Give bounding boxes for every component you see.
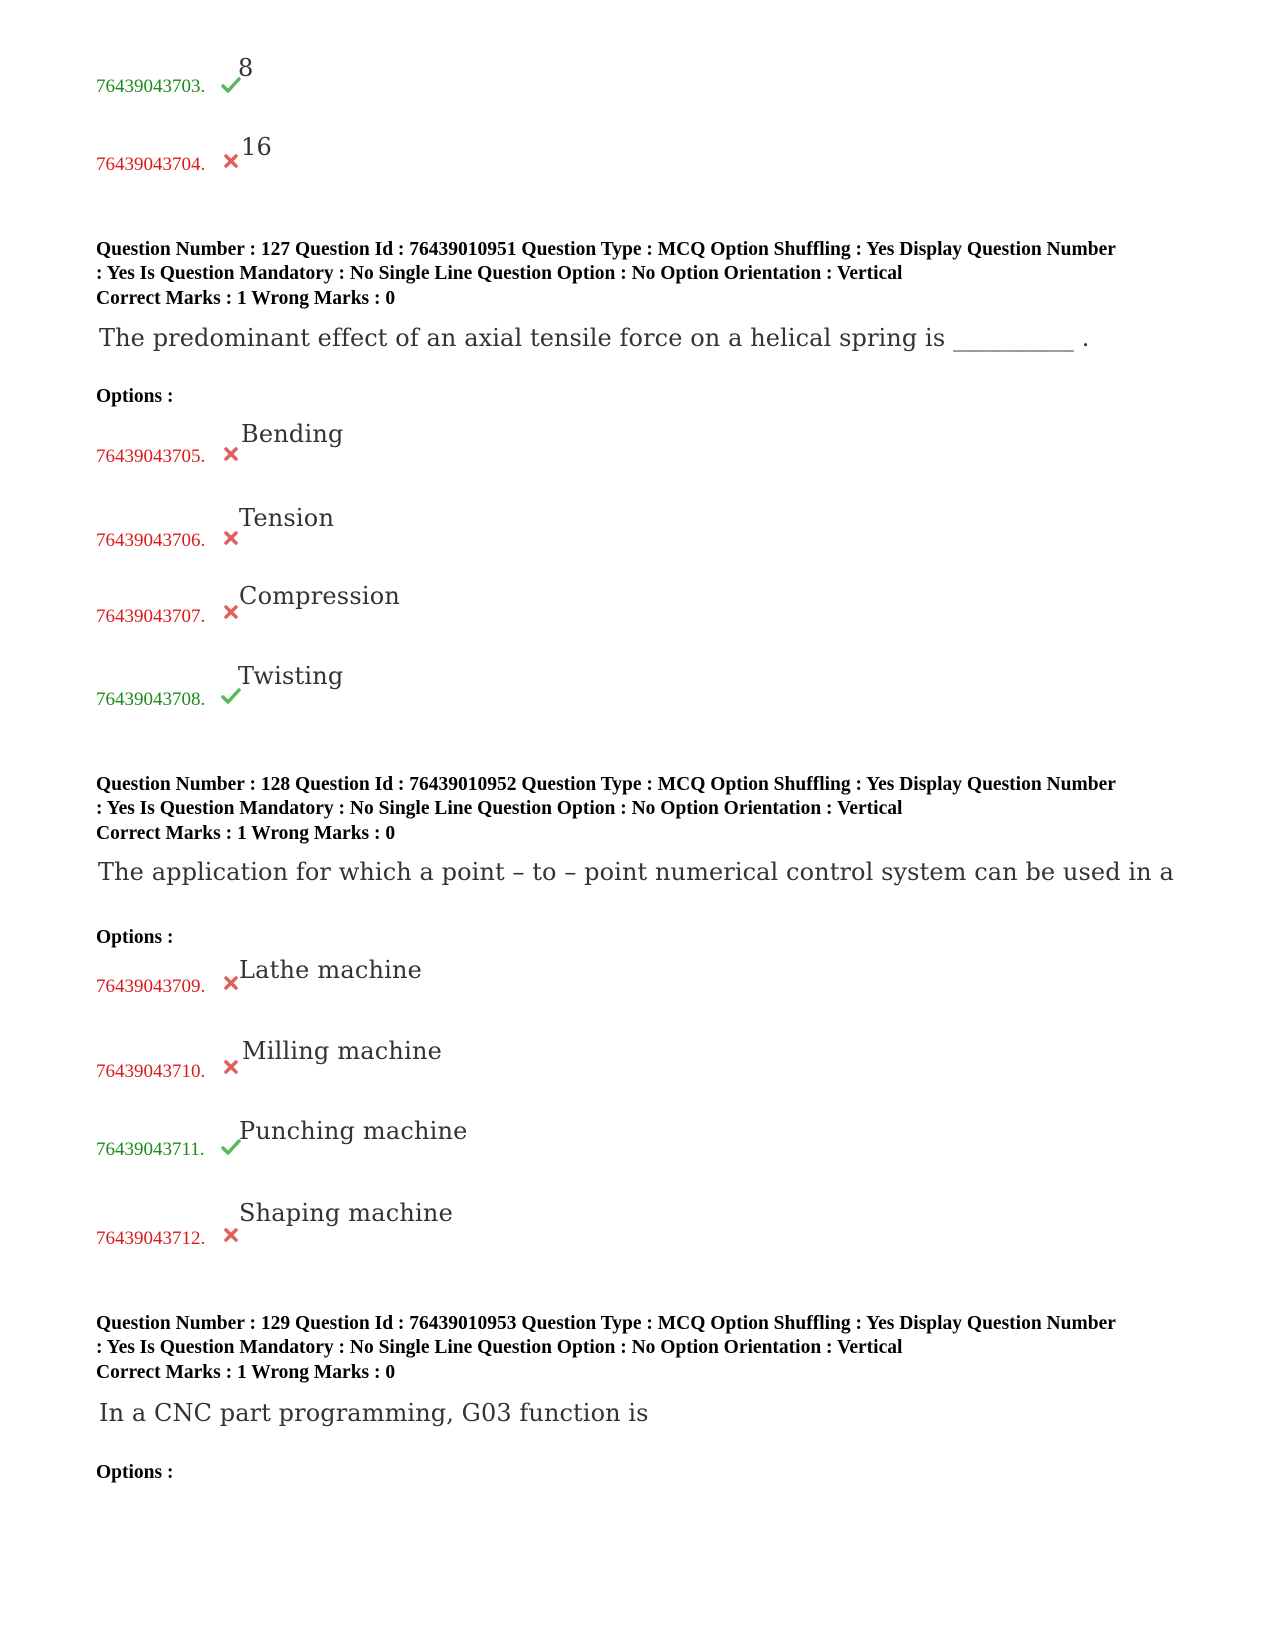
option-row <box>96 1199 796 1259</box>
option-id: 76439043708. <box>96 689 206 710</box>
cross-icon <box>221 1225 241 1245</box>
option-row <box>96 420 796 480</box>
option-text: Punching machine <box>239 1117 468 1145</box>
option-id: 76439043711. <box>96 1139 205 1160</box>
cross-icon <box>221 444 241 464</box>
option-text: Lathe machine <box>239 956 423 984</box>
option-text: Milling machine <box>242 1037 443 1065</box>
options-label: Options : <box>96 1462 174 1483</box>
question-marks: Correct Marks : 1 Wrong Marks : 0 <box>96 1362 396 1383</box>
option-id: 76439043710. <box>96 1061 206 1082</box>
option-id: 76439043704. <box>96 154 206 175</box>
option-row <box>96 1037 796 1097</box>
question-marks: Correct Marks : 1 Wrong Marks : 0 <box>96 288 396 309</box>
option-id: 76439043709. <box>96 976 206 997</box>
option-row <box>96 133 796 196</box>
option-text: Shaping machine <box>239 1199 453 1227</box>
question-marks: Correct Marks : 1 Wrong Marks : 0 <box>96 823 396 844</box>
option-row <box>96 504 796 564</box>
question-meta: Question Number : 129 Question Id : 76439010953 Question Type : MCQ Option Shuffling : Yes Display Question Number : Yes Is Question Mandatory : No Single Line Question Option : No Option Orientation : Vertical <box>96 1313 1116 1358</box>
option-text: Twisting <box>238 662 344 690</box>
question-text: The application for which a point – to – point numerical control system can be used in a <box>98 858 1174 886</box>
question-text: The predominant effect of an axial tensile force on a helical spring is __________ . <box>99 324 1090 352</box>
question-meta: Question Number : 128 Question Id : 76439010952 Question Type : MCQ Option Shuffling : Yes Display Question Number : Yes Is Question Mandatory : No Single Line Question Option : No Option Orientation : Vertical <box>96 774 1116 819</box>
option-text: Tension <box>239 504 335 532</box>
option-id: 76439043712. <box>96 1228 206 1249</box>
option-text: 16 <box>241 133 272 161</box>
cross-icon <box>221 528 241 548</box>
option-text: Bending <box>241 420 344 448</box>
option-text: 8 <box>238 54 254 82</box>
options-label: Options : <box>96 386 174 407</box>
option-text: Compression <box>239 582 401 610</box>
question-text: In a CNC part programming, G03 function is <box>99 1399 649 1427</box>
option-row <box>96 956 796 1016</box>
option-row <box>96 1117 796 1177</box>
option-row <box>96 662 796 722</box>
option-row <box>96 54 796 118</box>
option-id: 76439043707. <box>96 606 206 627</box>
option-id: 76439043703. <box>96 76 206 97</box>
cross-icon <box>221 151 241 171</box>
cross-icon <box>221 602 241 622</box>
option-row <box>96 582 796 642</box>
question-meta: Question Number : 127 Question Id : 76439010951 Question Type : MCQ Option Shuffling : Yes Display Question Number : Yes Is Question Mandatory : No Single Line Question Option : No Option Orientation : Vertical <box>96 239 1116 284</box>
cross-icon <box>221 973 241 993</box>
cross-icon <box>221 1057 241 1077</box>
option-id: 76439043705. <box>96 446 206 467</box>
options-label: Options : <box>96 927 174 948</box>
option-id: 76439043706. <box>96 530 206 551</box>
check-icon <box>221 1137 241 1157</box>
